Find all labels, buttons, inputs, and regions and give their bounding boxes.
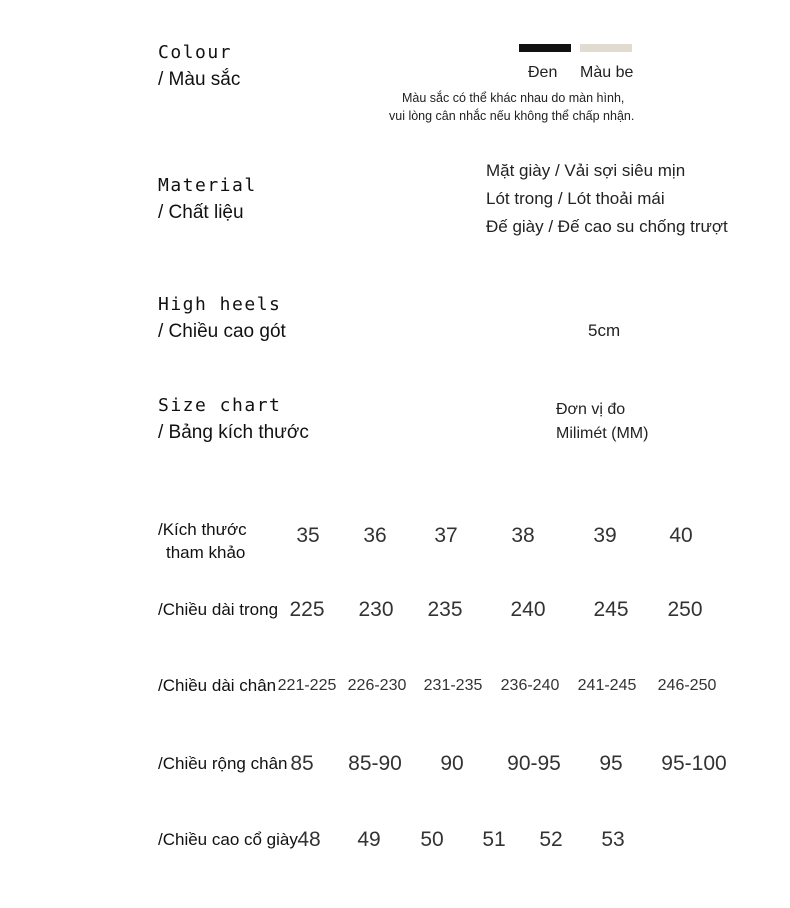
colour-label-vi: / Màu sắc bbox=[158, 69, 241, 90]
table-cell: 225 bbox=[289, 598, 325, 621]
table-cell: 35 bbox=[296, 524, 320, 547]
material-line-upper: Mặt giày / Vải sợi siêu mịn bbox=[486, 161, 686, 180]
row-label-inner-length: /Chiều dài trong bbox=[158, 600, 279, 619]
material-label-en: Material bbox=[158, 175, 257, 196]
size-chart-label-vi: / Bảng kích thước bbox=[158, 422, 309, 443]
table-cell: 37 bbox=[434, 524, 458, 547]
colour-note-line1: Màu sắc có thể khác nhau do màn hình, bbox=[402, 91, 625, 105]
row-label-foot-width: /Chiều rộng chân bbox=[158, 754, 288, 773]
table-cell: 241-245 bbox=[577, 677, 637, 694]
black-swatch bbox=[519, 44, 571, 52]
colour-label-en: Colour bbox=[158, 42, 233, 63]
table-cell: 38 bbox=[511, 524, 535, 547]
table-cell: 51 bbox=[482, 828, 506, 851]
heels-label-vi: / Chiều cao gót bbox=[158, 321, 286, 342]
table-cell: 50 bbox=[420, 828, 444, 851]
colour-option-black: Đen bbox=[528, 64, 558, 81]
unit-line2: Milimét (MM) bbox=[556, 425, 649, 442]
table-cell: 245 bbox=[593, 598, 629, 621]
table-cell: 90-95 bbox=[507, 752, 561, 775]
table-cell: 95 bbox=[599, 752, 623, 775]
table-cell: 235 bbox=[427, 598, 463, 621]
row-label-size: /Kích thước bbox=[158, 520, 247, 539]
table-cell: 231-235 bbox=[423, 677, 483, 694]
material-line-lining: Lót trong / Lót thoải mái bbox=[486, 189, 665, 208]
table-cell: 49 bbox=[357, 828, 381, 851]
table-cell: 52 bbox=[539, 828, 563, 851]
table-cell: 240 bbox=[510, 598, 546, 621]
table-cell: 85-90 bbox=[348, 752, 402, 775]
table-cell: 246-250 bbox=[657, 677, 717, 694]
size-chart-label-en: Size chart bbox=[158, 395, 282, 416]
table-cell: 40 bbox=[669, 524, 693, 547]
table-cell: 48 bbox=[297, 828, 321, 851]
material-line-sole: Đế giày / Đế cao su chống trượt bbox=[486, 217, 728, 236]
colour-option-beige: Màu be bbox=[580, 64, 634, 81]
table-cell: 90 bbox=[440, 752, 464, 775]
table-cell: 226-230 bbox=[347, 677, 407, 694]
table-cell: 221-225 bbox=[277, 677, 337, 694]
row-label-foot-length: /Chiều dài chân bbox=[158, 676, 277, 695]
beige-swatch bbox=[580, 44, 632, 52]
table-cell: 236-240 bbox=[500, 677, 560, 694]
heels-label-en: High heels bbox=[158, 294, 282, 315]
table-cell: 39 bbox=[593, 524, 617, 547]
table-cell: 250 bbox=[667, 598, 703, 621]
table-cell: 85 bbox=[290, 752, 314, 775]
material-label-vi: / Chất liệu bbox=[158, 202, 244, 223]
row-label-size-line2: tham khảo bbox=[166, 543, 246, 562]
table-cell: 36 bbox=[363, 524, 387, 547]
table-cell: 230 bbox=[358, 598, 394, 621]
colour-note-line2: vui lòng cân nhắc nếu không thể chấp nhận. bbox=[389, 109, 635, 123]
table-cell: 53 bbox=[601, 828, 625, 851]
heel-height-value: 5cm bbox=[588, 321, 621, 340]
row-label-collar-height: /Chiều cao cổ giày bbox=[158, 830, 298, 849]
unit-line1: Đơn vị đo bbox=[556, 401, 626, 418]
table-cell: 95-100 bbox=[661, 752, 727, 775]
